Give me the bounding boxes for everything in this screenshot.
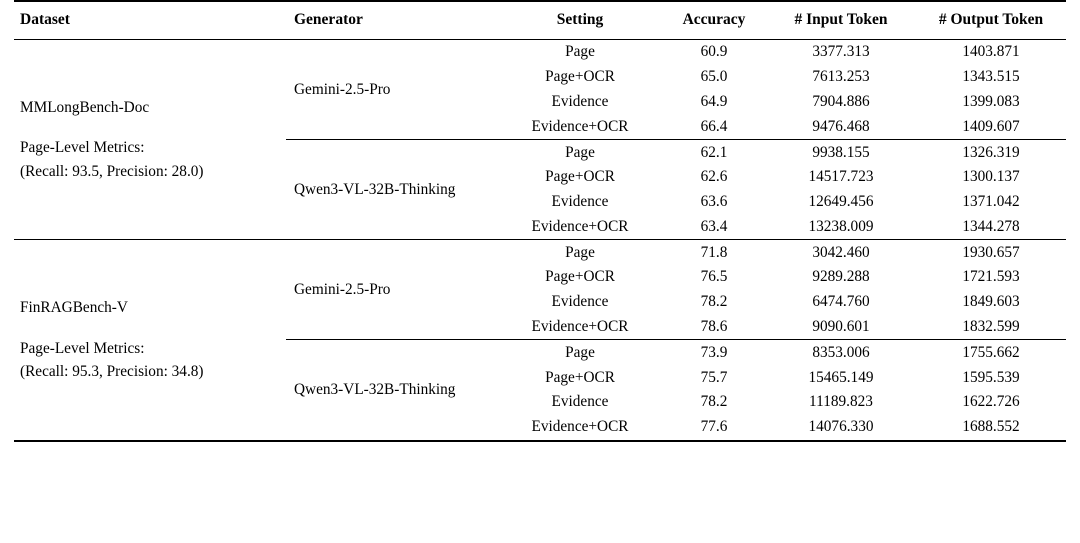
setting-cell: Page — [498, 240, 662, 265]
output-token-cell: 1930.657 — [916, 240, 1066, 265]
input-token-cell: 7613.253 — [812, 68, 870, 86]
input-token-cell: 11189.823 — [809, 393, 873, 411]
input-token-cell: 13238.009 — [808, 217, 874, 235]
accuracy-cell: 63.4 — [700, 217, 728, 235]
accuracy-cell: 62.1 — [662, 140, 766, 165]
input-token-cell: 9938.155 — [766, 140, 916, 165]
generator-cell-0-0: Gemini-2.5-Pro — [294, 80, 391, 98]
output-token-cell: 1343.515 — [962, 68, 1020, 86]
setting-cell: Page+OCR — [545, 68, 615, 86]
output-token-cell: 1849.603 — [962, 293, 1020, 311]
table-row — [14, 240, 1066, 265]
accuracy-cell: 76.5 — [700, 268, 728, 286]
column-header-generator: Generator — [294, 11, 363, 28]
setting-cell: Page — [498, 340, 662, 365]
setting-cell: Evidence — [551, 92, 609, 110]
column-header-output-token: # Output Token — [938, 11, 1044, 28]
setting-cell: Page+OCR — [545, 168, 615, 186]
accuracy-cell: 65.0 — [700, 68, 728, 86]
output-token-cell: 1300.137 — [962, 168, 1020, 186]
dataset-metrics-label-0: Page-Level Metrics: — [20, 139, 145, 157]
setting-cell: Evidence — [551, 393, 609, 411]
accuracy-cell: 62.6 — [700, 168, 728, 186]
table-header-row — [14, 1, 1066, 40]
setting-cell: Page — [565, 43, 595, 61]
generator-cell-1-0: Gemini-2.5-Pro — [286, 240, 498, 340]
input-token-cell: 9476.468 — [812, 117, 870, 135]
generator-cell-0-1: Qwen3-VL-32B-Thinking — [286, 140, 498, 240]
input-token-cell: 6474.760 — [812, 293, 870, 311]
setting-cell: Evidence — [551, 293, 609, 311]
output-token-cell: 1622.726 — [962, 393, 1020, 411]
output-token-cell: 1688.552 — [962, 418, 1020, 436]
dataset-metrics-value-1: (Recall: 95.3, Precision: 34.8) — [20, 363, 204, 381]
table-body — [14, 40, 1066, 441]
output-token-cell: 1326.319 — [916, 140, 1066, 165]
accuracy-cell: 64.9 — [700, 92, 728, 110]
setting-cell: Evidence+OCR — [531, 117, 629, 135]
output-token-cell: 1595.539 — [962, 368, 1020, 386]
column-header-accuracy: Accuracy — [682, 11, 746, 28]
output-token-cell: 1371.042 — [962, 193, 1020, 211]
dataset-cell-0 — [14, 40, 286, 240]
accuracy-cell: 71.8 — [662, 240, 766, 265]
setting-cell: Evidence+OCR — [531, 217, 629, 235]
table-header — [14, 1, 1066, 40]
input-token-cell: 14517.723 — [808, 168, 874, 186]
accuracy-cell: 66.4 — [700, 117, 728, 135]
output-token-cell: 1755.662 — [916, 340, 1066, 365]
column-header-dataset: Dataset — [20, 11, 70, 28]
input-token-cell: 3042.460 — [766, 240, 916, 265]
input-token-cell: 12649.456 — [808, 193, 874, 211]
input-token-cell: 9090.601 — [812, 317, 870, 335]
setting-cell: Page+OCR — [545, 368, 615, 386]
output-token-cell: 1721.593 — [962, 268, 1020, 286]
input-token-cell: 7904.886 — [812, 92, 870, 110]
accuracy-cell: 78.6 — [700, 317, 728, 335]
setting-cell: Evidence+OCR — [531, 317, 629, 335]
column-header-setting: Setting — [556, 11, 604, 28]
results-table — [14, 0, 1066, 442]
accuracy-cell: 63.6 — [700, 193, 728, 211]
generator-cell-1-1: Qwen3-VL-32B-Thinking — [286, 340, 498, 441]
output-token-cell: 1403.871 — [962, 43, 1020, 61]
accuracy-cell: 60.9 — [700, 43, 728, 61]
output-token-cell: 1832.599 — [962, 317, 1020, 335]
column-header-input-token: # Input Token — [794, 11, 888, 28]
dataset-metrics-value-0: (Recall: 93.5, Precision: 28.0) — [20, 162, 204, 180]
output-token-cell: 1344.278 — [962, 217, 1020, 235]
setting-cell: Evidence+OCR — [531, 418, 629, 436]
accuracy-cell: 75.7 — [700, 368, 728, 386]
table-row — [14, 40, 1066, 65]
setting-cell: Page+OCR — [545, 268, 615, 286]
input-token-cell: 9289.288 — [812, 268, 870, 286]
accuracy-cell: 78.2 — [700, 393, 728, 411]
dataset-metrics-label-1: Page-Level Metrics: — [20, 339, 145, 357]
accuracy-cell: 77.6 — [700, 418, 728, 436]
input-token-cell: 14076.330 — [808, 418, 874, 436]
accuracy-cell: 73.9 — [662, 340, 766, 365]
dataset-cell-1 — [14, 240, 286, 441]
output-token-cell: 1409.607 — [962, 117, 1020, 135]
accuracy-cell: 78.2 — [700, 293, 728, 311]
input-token-cell: 8353.006 — [766, 340, 916, 365]
input-token-cell: 3377.313 — [812, 43, 870, 61]
output-token-cell: 1399.083 — [962, 92, 1020, 110]
dataset-name-1: FinRAGBench-V — [20, 298, 128, 316]
dataset-name-0: MMLongBench-Doc — [20, 98, 150, 116]
input-token-cell: 15465.149 — [808, 368, 874, 386]
setting-cell: Page — [498, 140, 662, 165]
setting-cell: Evidence — [551, 193, 609, 211]
